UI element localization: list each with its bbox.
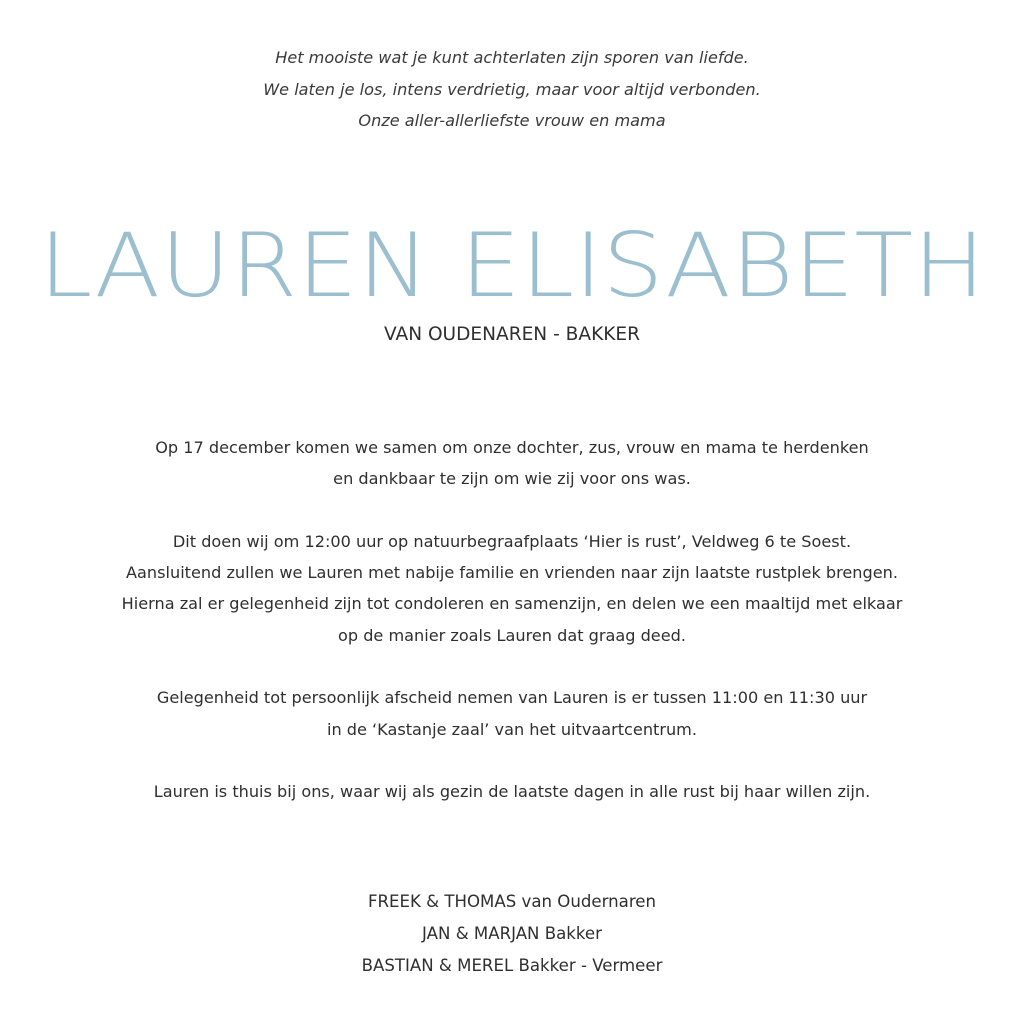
paragraph-line: Dit doen wij om 12:00 uur op natuurbegraafplaats ‘Hier is rust’, Veldweg 6 te Soest.	[172, 531, 852, 551]
paragraph-line: in de ‘Kastanje zaal’ van het uitvaartcentrum.	[326, 719, 697, 739]
paragraph-line: op de manier zoals Lauren dat graag deed.	[338, 625, 686, 645]
signer-name: JAN & MARJAN Bakker	[422, 924, 602, 943]
signers-list	[0, 886, 1024, 982]
quote-line: We laten je los, intens verdrietig, maar voor altijd verbonden.	[263, 79, 761, 99]
paragraph-spacer	[0, 495, 1024, 526]
announcement-text	[0, 432, 1024, 808]
paragraph-line: Op 17 december komen we samen om onze dochter, zus, vrouw en mama te herdenken	[155, 438, 869, 457]
paragraph-spacer	[0, 745, 1024, 776]
opening-quote	[0, 42, 1024, 137]
paragraph-line: Aansluitend zullen we Lauren met nabije familie en vrienden naar zijn laatste rustplek brengen.	[126, 563, 898, 583]
paragraph-line: Hierna zal er gelegenheid zijn tot condoleren en samenzijn, en delen we een maaltijd met elkaar	[121, 594, 903, 614]
quote-line: Het mooiste wat je kunt achterlaten zijn sporen van liefde.	[275, 48, 749, 67]
signer-name: BASTIAN & MEREL Bakker - Vermeer	[361, 956, 663, 975]
signer-name: FREEK & THOMAS van Oudernaren	[367, 892, 657, 911]
paragraph-line: en dankbaar te zijn om wie zij voor ons was.	[333, 469, 691, 489]
deceased-surname: VAN OUDENAREN - BAKKER	[384, 324, 640, 345]
paragraph-spacer	[0, 651, 1024, 682]
paragraph-line: Lauren is thuis bij ons, waar wij als gezin de laatste dagen in alle rust bij haar willen zijn.	[153, 782, 871, 802]
deceased-name: LAUREN ELISABETH	[38, 214, 986, 317]
paragraph-line: Gelegenheid tot persoonlijk afscheid nemen van Lauren is er tussen 11:00 en 11:30 uur	[156, 688, 868, 708]
quote-line: Onze aller-allerliefste vrouw en mama	[358, 111, 666, 130]
